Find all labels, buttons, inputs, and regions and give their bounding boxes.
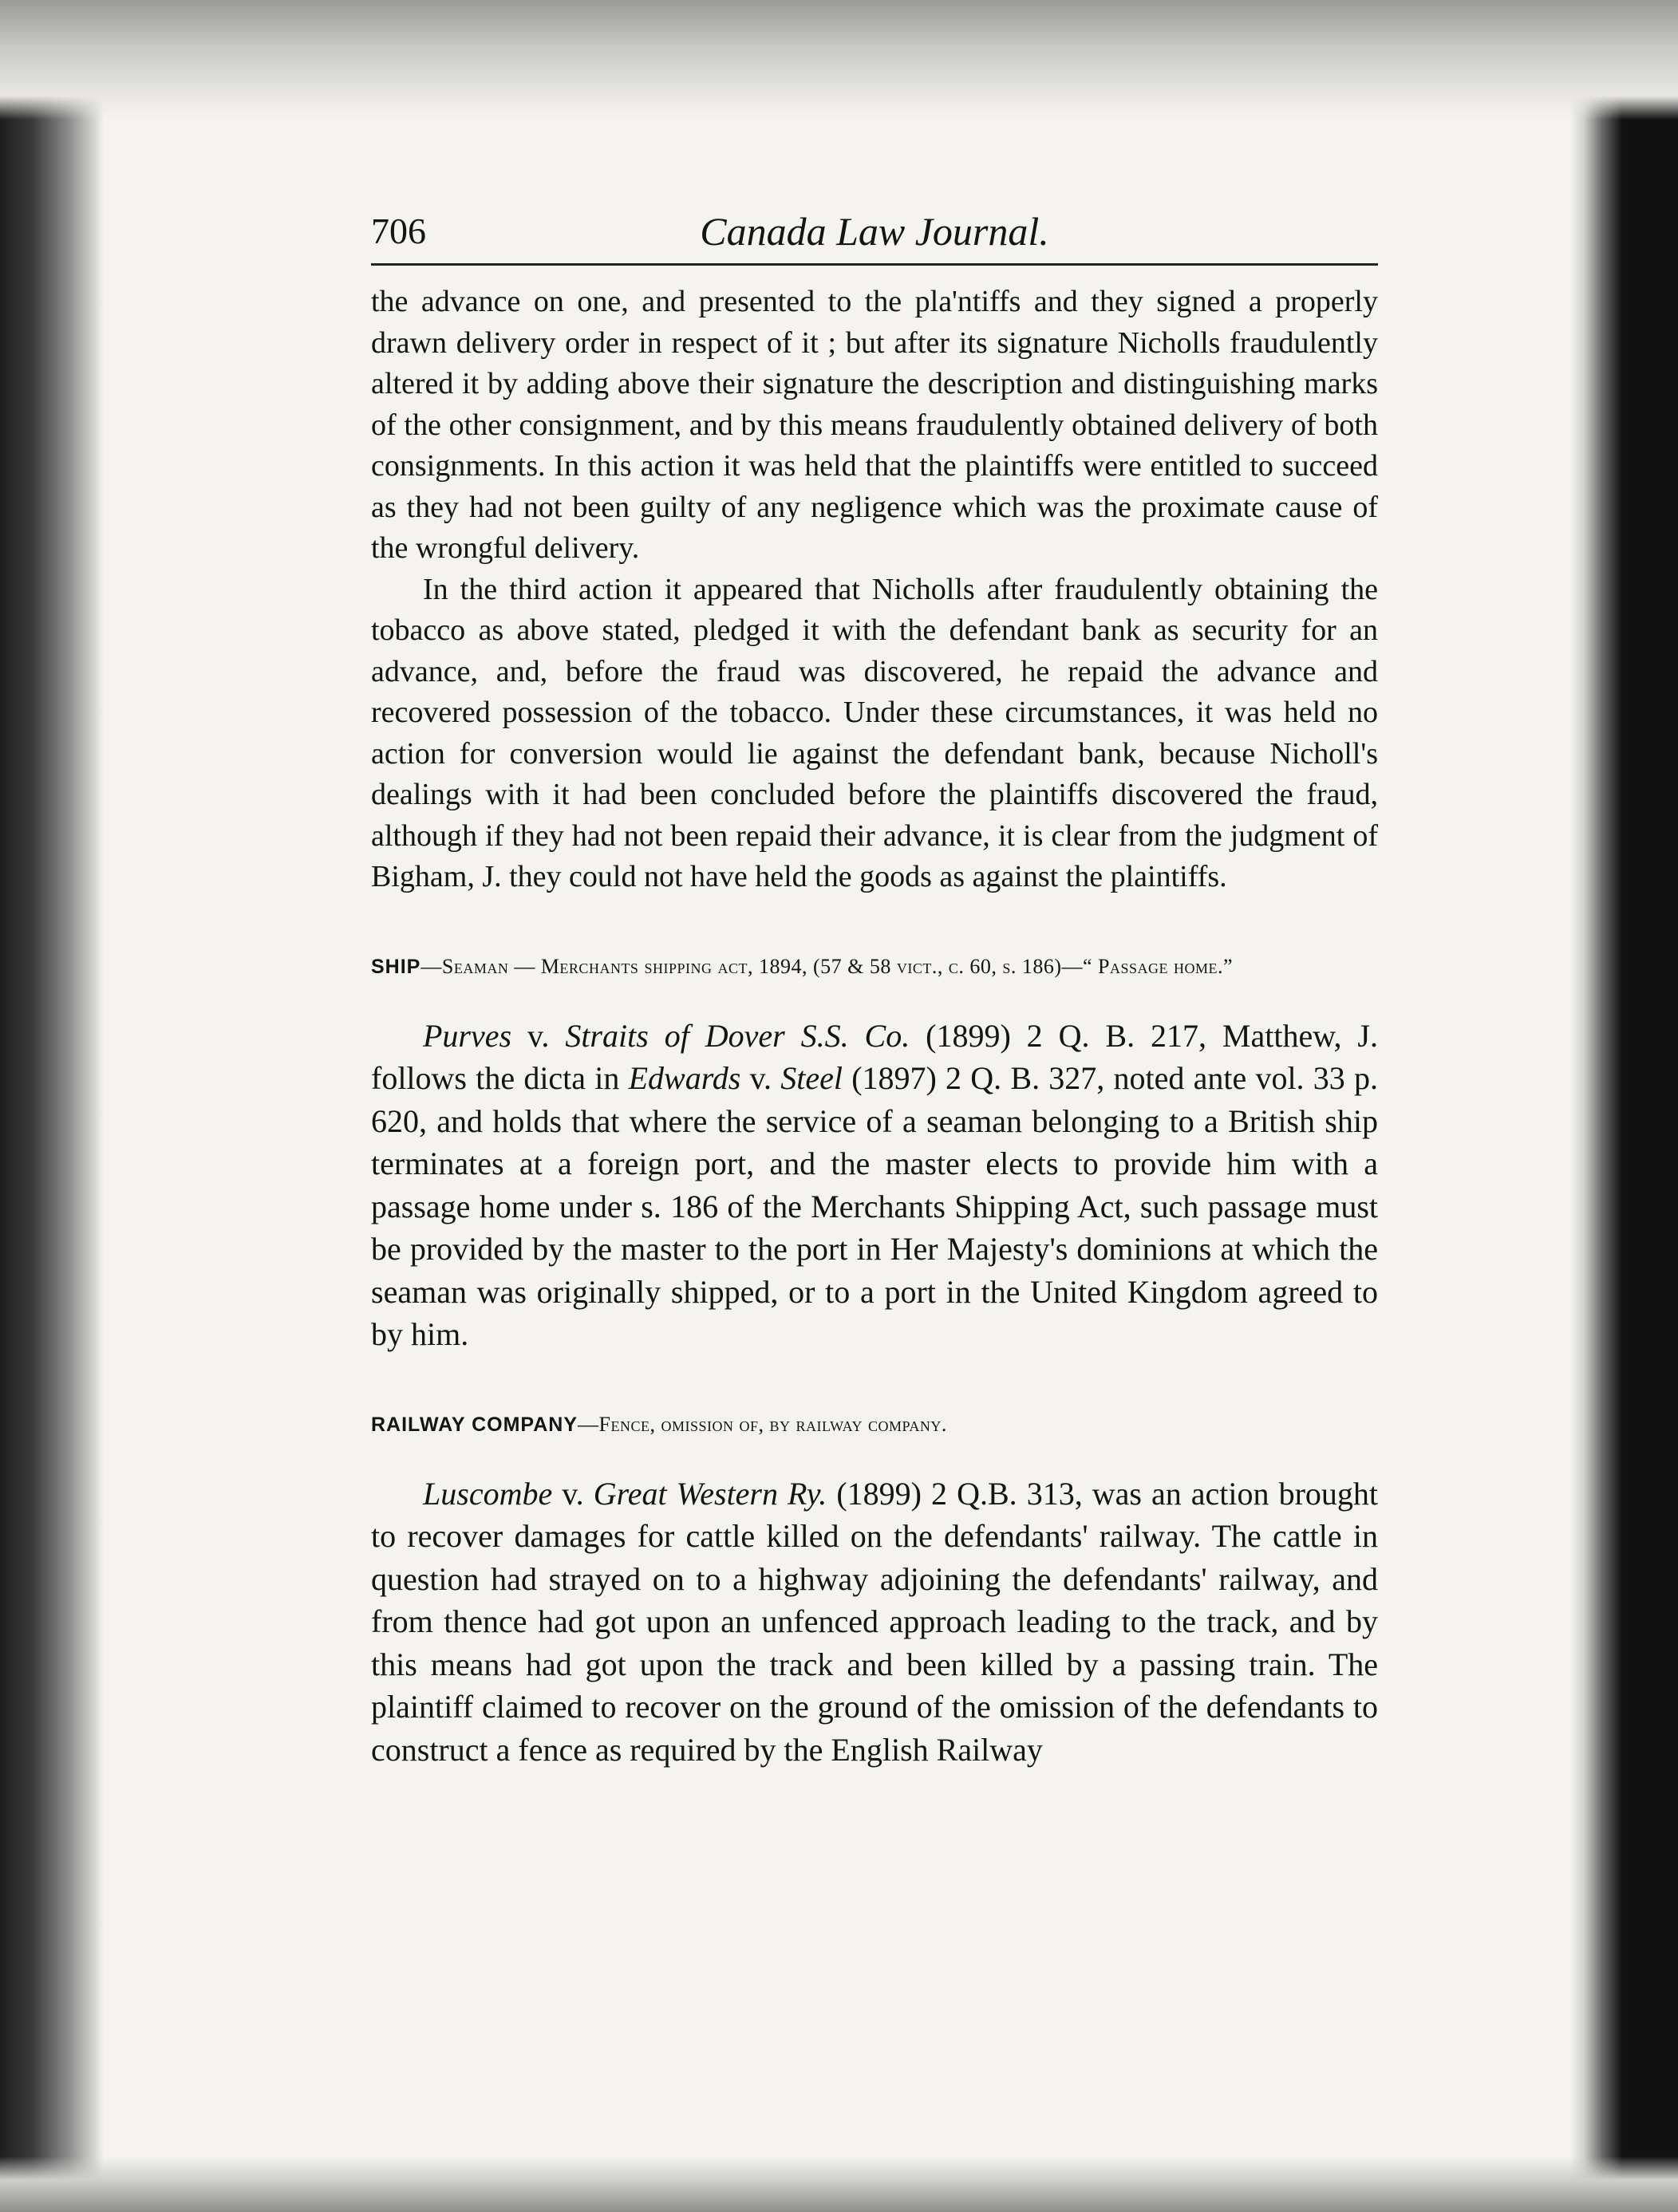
scan-bottom-edge [0,2156,1678,2212]
case-name: Edwards [628,1060,741,1096]
section-subject: RAILWAY COMPANY [371,1413,578,1436]
paragraph-third-action: In the third action it appeared that Nicholls after fraudulently obtaining the tobacco as above stated, pledged it with the defendant bank as security for an advance, and, before the fraud was discovered, he repaid the advance and recovered possession of the tobacco. Under these circumstances, it was held no action for conversion would lie against the defendant bank, because Nicholl's dealings with it had been concluded before the plaintiffs discovered the fraud, although if they had not been repaid their advance, it is clear from the judgment of Bigham, J. they could not have held the goods as against the plaintiffs. [371,572,1378,893]
versus: v. [511,1017,566,1054]
case-text: (1899) 2 Q. B. 217, Matthew, J. follows the dicta in [371,1017,1378,1096]
section-subject: SHIP [371,955,421,978]
case-name: Luscombe [423,1475,553,1512]
case-name: Steel [780,1060,843,1096]
case-paragraph-luscombe [371,1473,1378,1772]
case-text: (1897) 2 Q. B. 327, noted ante vol. 33 p. 620, and holds that where the service of a seaman belonging to a British ship terminates at a foreign port, and the master elects to provide him with a passage home under s. 186 of the Merchants Shipping Act, such passage must be provided by the master to the port in Her Majesty's dominions at which the seaman was originally shipped, or to a port in the United Kingdom agreed to by him. [371,1060,1379,1352]
page-number: 706 [371,211,426,251]
versus: v. [740,1060,781,1096]
running-head [371,207,1378,266]
section-heading-railway-company [371,1410,1378,1439]
case-name: Great Western Ry. [593,1475,827,1512]
paragraph-continued: the advance on one, and presented to the pla'ntiffs and they signed a properly drawn delivery order in respect of it ; but after its signature Nicholls fraudulently altered it by adding above their signature the description and distinguishing marks of the other consignment, and by this means fraudulently obtained delivery of both consignments. In this action it was held that the plaintiffs were entitled to succeed as they had not been guilty of any negligence which was the proximate cause of the wrongful delivery. [371,285,1378,565]
section-heading-ship [371,952,1378,981]
journal-page [371,207,1378,1771]
scan-top-edge [0,0,1678,120]
journal-title: Canada Law Journal. [700,209,1049,254]
scan-binding-edge [0,0,104,2212]
section-subheading: —Seaman — Merchants shipping act, 1894, (57 & 58 vict., c. 60, s. 186)—“ Passage home.” [420,954,1234,978]
case-name: Straits of Dover S.S. Co. [565,1017,910,1054]
case-name: Purves [423,1017,512,1054]
case-text: (1899) 2 Q.B. 313, was an action brought to recover damages for cattle killed on the defendants' railway. The cattle in question had strayed on to a highway adjoining the defendants' railway, and from thence had got upon an unfenced approach leading to the track, and by this means had got upon the track and been killed by a passing train. The plaintiff claimed to recover on the ground of the omission of the defendants to construct a fence as required by the English Railway [371,1475,1379,1768]
case-paragraph-purves [371,1015,1378,1356]
versus: v. [552,1475,594,1512]
scan-right-edge [1570,0,1678,2212]
section-subheading: —Fence, omission of, by railway company. [578,1412,947,1436]
